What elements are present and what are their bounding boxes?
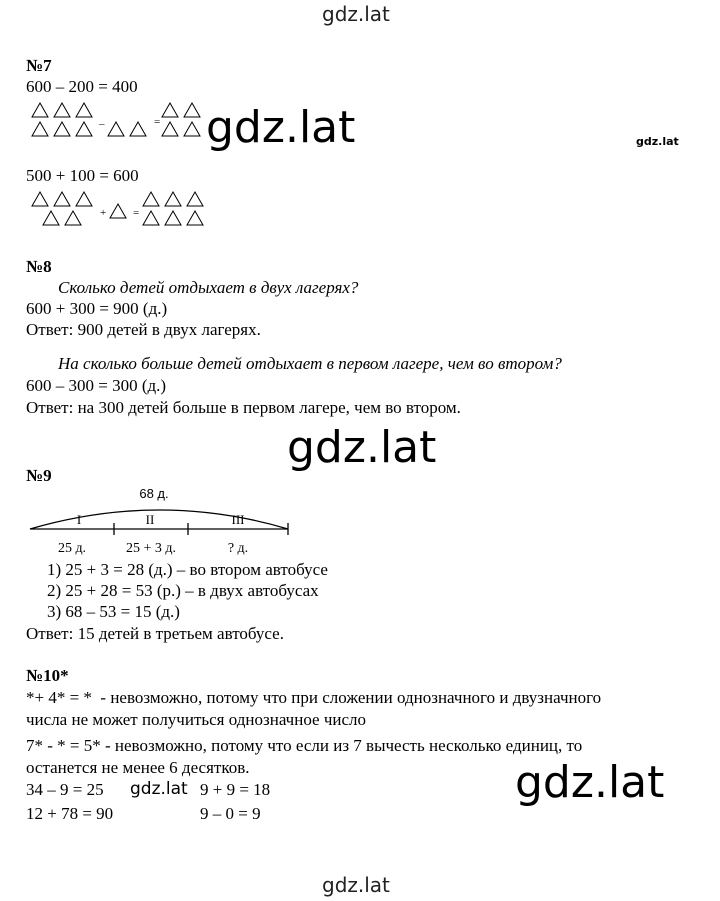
triangle-group-five	[30, 189, 100, 229]
segment-diagram	[26, 483, 296, 561]
segment-label-1: I	[76, 512, 82, 527]
task7-equation-2: 500 + 100 = 600	[26, 166, 139, 185]
task10-line-4: останется не менее 6 десятков.	[26, 758, 250, 777]
triangle-group-six	[30, 100, 100, 140]
task8-answer-1: Ответ: 900 детей в двух лагерях.	[26, 320, 261, 339]
triangle-single	[108, 201, 132, 221]
task9-step-3: 3) 68 – 53 = 15 (д.)	[47, 602, 180, 621]
total-arc	[30, 510, 288, 529]
task10-line-2: числа не может получиться однозначное число	[26, 710, 367, 729]
segment-label-3: III	[231, 512, 245, 527]
task10-line-1: *+ 4* = * - невозможно, потому что при сложении однозначного и двузначного	[26, 688, 602, 707]
task7-heading: №7	[26, 56, 52, 75]
task9-answer: Ответ: 15 детей в третьем автобусе.	[26, 624, 284, 643]
triangle-group-six	[141, 189, 211, 229]
triangle-group-two	[106, 119, 154, 139]
watermark-bottom: gdz.lat	[322, 873, 390, 897]
task10-example-4: 9 – 0 = 9	[200, 804, 261, 823]
watermark-large: gdz.lat	[515, 757, 665, 808]
task9-step-2: 2) 25 + 28 = 53 (р.) – в двух автобусах	[47, 581, 319, 600]
triangle-group-four	[160, 100, 208, 140]
segment-label-2: II	[145, 512, 155, 527]
task7-equation-1: 600 – 200 = 400	[26, 77, 138, 96]
segment-value-2: 25 + 3 д.	[125, 541, 177, 556]
task8-question-2: На сколько больше детей отдыхает в первом лагере, чем во втором?	[58, 354, 562, 373]
watermark-small: gdz.lat	[636, 135, 679, 148]
equals-sign: =	[133, 207, 140, 219]
total-label: 68 д.	[139, 486, 169, 501]
task8-heading: №8	[26, 257, 52, 276]
watermark-large: gdz.lat	[206, 102, 356, 153]
equals-sign: =	[154, 116, 161, 128]
task8-calc-1: 600 + 300 = 900 (д.)	[26, 299, 168, 318]
task10-example-3: 12 + 78 = 90	[26, 804, 114, 823]
task8-question-1: Сколько детей отдыхает в двух лагерях?	[58, 278, 359, 297]
plus-sign: +	[100, 207, 107, 219]
segment-value-3: ? д.	[227, 541, 249, 556]
task9-heading: №9	[26, 466, 52, 485]
watermark-large: gdz.lat	[287, 422, 437, 473]
task10-example-2: 9 + 9 = 18	[200, 780, 271, 799]
watermark-top: gdz.lat	[322, 2, 390, 26]
task8-answer-2: Ответ: на 300 детей больше в первом лагере, чем во втором.	[26, 398, 461, 417]
segment-value-1: 25 д.	[57, 541, 87, 556]
task10-example-1: 34 – 9 = 25	[26, 780, 104, 799]
task8-calc-2: 600 – 300 = 300 (д.)	[26, 376, 167, 395]
task10-heading: №10*	[26, 666, 69, 685]
minus-sign: –	[99, 118, 105, 130]
task10-line-3: 7* - * = 5* - невозможно, потому что если из 7 вычесть несколько единиц, то	[26, 736, 583, 755]
task9-step-1: 1) 25 + 3 = 28 (д.) – во втором автобусе	[47, 560, 328, 579]
watermark-small: gdz.lat	[130, 779, 188, 799]
